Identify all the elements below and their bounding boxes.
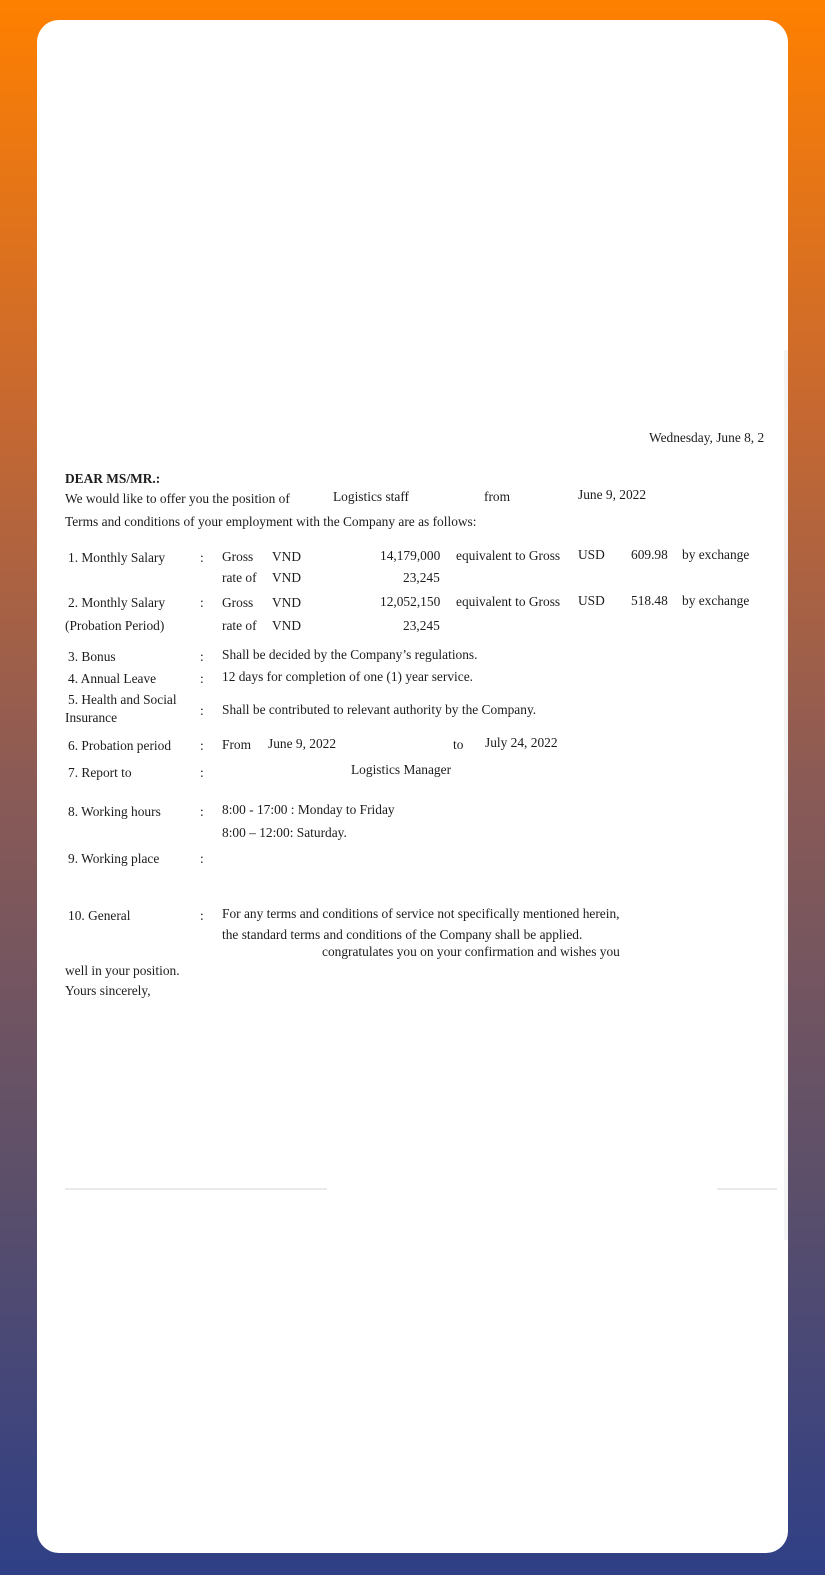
probation-end-date: July 24, 2022 [485, 735, 558, 750]
offer-lead: We would like to offer you the position of [65, 491, 290, 506]
item-label: 9. Working place [68, 851, 160, 866]
from-label: from [484, 489, 511, 504]
item-label: 1. Monthly Salary [68, 550, 166, 565]
item-text: Shall be decided by the Company’s regulations. [222, 647, 478, 662]
rate-currency: VND [272, 618, 302, 633]
item-colon: : [200, 649, 204, 664]
item-label: 7. Report to [68, 765, 132, 780]
letter-date: Wednesday, June 8, 2 [649, 430, 765, 445]
salary-amount: 12,052,150 [380, 594, 441, 609]
usd-amount: 609.98 [631, 547, 668, 562]
item-label: 4. Annual Leave [68, 671, 157, 686]
salutation: DEAR MS/MR.: [65, 471, 161, 486]
item-label: 8. Working hours [68, 804, 161, 819]
rate-of-label: rate of [222, 618, 257, 633]
item-colon: : [200, 765, 204, 780]
from-label: From [222, 737, 252, 752]
currency-usd: USD [578, 593, 605, 608]
usd-amount: 518.48 [631, 593, 668, 608]
report-to-manager: Logistics Manager [351, 762, 452, 777]
rate-of-label: rate of [222, 570, 257, 585]
item-label: 2. Monthly Salary [68, 595, 166, 610]
item-text: 12 days for completion of one (1) year service. [222, 669, 473, 684]
working-hours-saturday: 8:00 – 12:00: Saturday. [222, 825, 347, 840]
exchange-rate: 23,245 [403, 618, 440, 633]
item-label-continued: (Probation Period) [65, 618, 165, 633]
item-colon: : [200, 908, 204, 923]
equivalent-label: equivalent to Gross [456, 594, 561, 609]
offer-letter [37, 20, 788, 1553]
start-date: June 9, 2022 [578, 487, 647, 502]
equivalent-label: equivalent to Gross [456, 548, 561, 563]
working-hours-weekday: 8:00 - 17:00 : Monday to Friday [222, 802, 395, 817]
terms-intro: Terms and conditions of your employment with the Company are as follows: [65, 514, 477, 529]
sign-off: Yours sincerely, [65, 983, 151, 998]
item-colon: : [200, 703, 204, 718]
scan-artifact [65, 1188, 327, 1190]
item-colon: : [200, 550, 204, 565]
page-edge [784, 350, 788, 1240]
item-label-continued: Insurance [65, 710, 118, 725]
currency-vnd: VND [272, 595, 302, 610]
currency-usd: USD [578, 547, 605, 562]
item-colon: : [200, 671, 204, 686]
item-colon: : [200, 804, 204, 819]
scan-artifact [717, 1188, 777, 1190]
general-terms-line2: the standard terms and conditions of the Company shall be applied. [222, 927, 583, 942]
exchange-rate: 23,245 [403, 570, 440, 585]
probation-start-date: June 9, 2022 [268, 736, 337, 751]
closing-line: congratulates you on your confirmation and wishes you [322, 944, 620, 959]
by-exchange-label: by exchange [682, 593, 750, 608]
gross-label: Gross [222, 549, 254, 564]
closing-line-continued: well in your position. [65, 963, 180, 978]
salary-amount: 14,179,000 [380, 548, 441, 563]
document-card [37, 20, 788, 1553]
item-colon: : [200, 851, 204, 866]
item-label: 10. General [68, 908, 131, 923]
item-text: Shall be contributed to relevant authority by the Company. [222, 702, 537, 717]
general-terms-line1: For any terms and conditions of service not specifically mentioned herein, [222, 906, 620, 921]
item-colon: : [200, 738, 204, 753]
by-exchange-label: by exchange [682, 547, 750, 562]
item-label: 6. Probation period [68, 738, 172, 753]
gross-label: Gross [222, 595, 254, 610]
position-title: Logistics staff [333, 489, 409, 504]
to-label: to [453, 737, 464, 752]
item-label: 5. Health and Social [68, 692, 177, 707]
rate-currency: VND [272, 570, 302, 585]
item-label: 3. Bonus [68, 649, 116, 664]
currency-vnd: VND [272, 549, 302, 564]
item-colon: : [200, 595, 204, 610]
